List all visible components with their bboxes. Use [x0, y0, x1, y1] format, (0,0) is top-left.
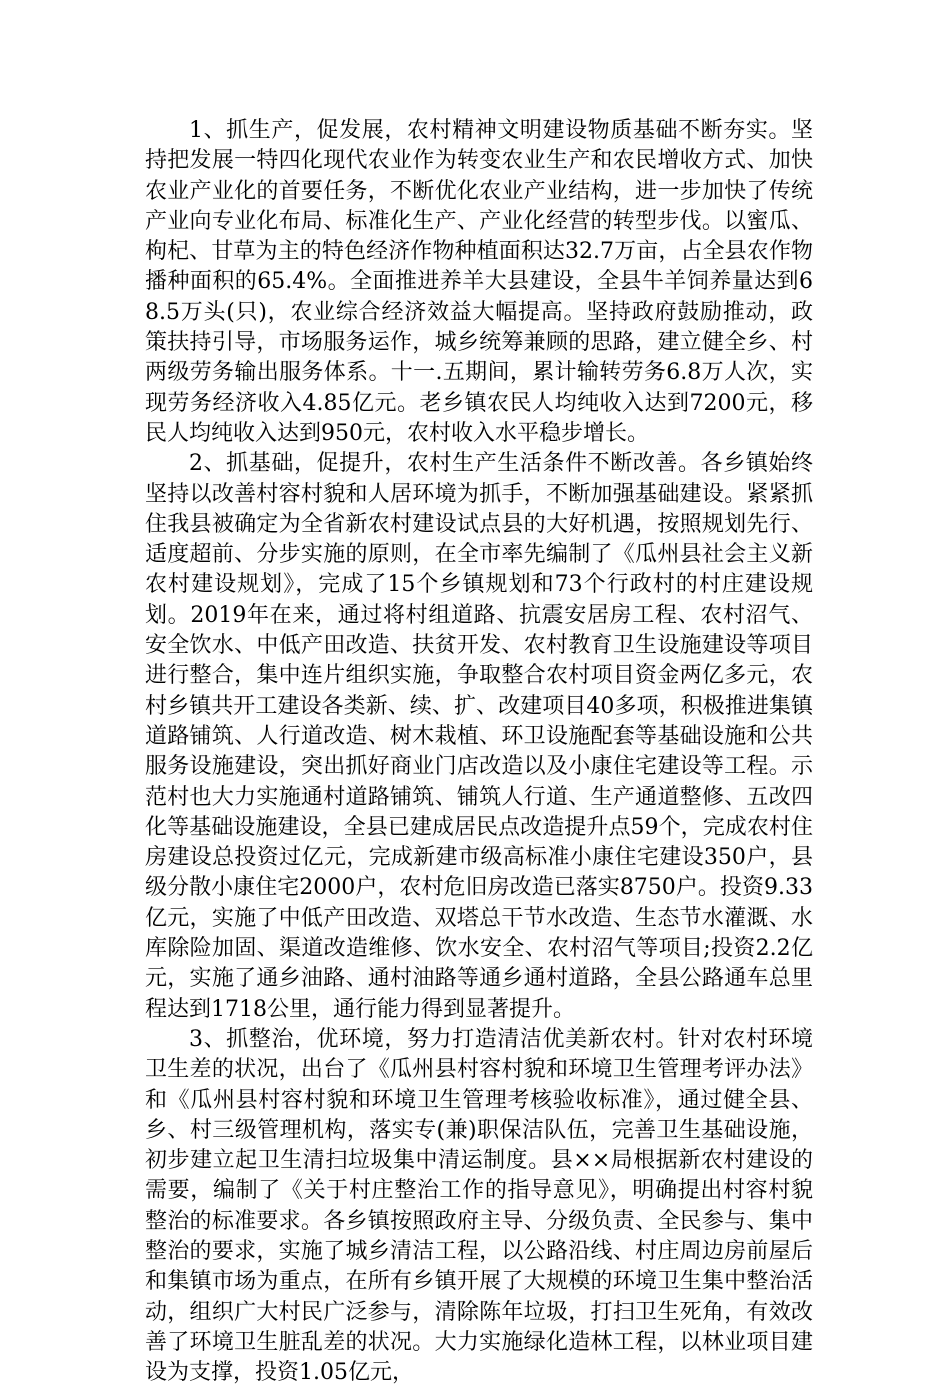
paragraph-environment: 3、抓整治，优环境，努力打造清洁优美新农村。针对农村环境卫生差的状况，出台了《瓜州县村容村貌和环境卫生管理考评办法》和《瓜州县村容村貌和环境卫生管理考核验收标准》，通过健全县、乡、村三级管理机构，落实专(兼)职保洁队伍，完善卫生基础设施，初步建立起卫生清扫垃圾集中清运制度。县××局根据新农村建设的需要，编制了《关于村庄整治工作的指导意见》，明确提出村容村貌整治的标准要求。各乡镇按照政府主导、分级负责、全民参与、集中整治的要求，实施了城乡清洁工程，以公路沿线、村庄周边房前屋后和集镇市场为重点，在所有乡镇开展了大规模的环境卫生集中整治活动，组织广大村民广泛参与，清除陈年垃圾，打扫卫生死角，有效改善了环境卫生脏乱差的状况。大力实施绿化造林工程，以林业项目建设为支撑，投资1.05亿元，	[145, 1026, 813, 1386]
document-body	[145, 116, 813, 1388]
paragraph-infrastructure: 2、抓基础，促提升，农村生产生活条件不断改善。各乡镇始终坚持以改善村容村貌和人居环境为抓手，不断加强基础建设。紧紧抓住我县被确定为全省新农村建设试点县的大好机遇，按照规划先行、适度超前、分步实施的原则，在全市率先编制了《瓜州县社会主义新农村建设规划》，完成了15个乡镇规划和73个行政村的村庄建设规划。2019年在来，通过将村组道路、抗震安居房工程、农村沼气、安全饮水、中低产田改造、扶贫开发、农村教育卫生设施建设等项目进行整合，集中连片组织实施，争取整合农村项目资金两亿多元，农村乡镇共开工建设各类新、续、扩、改建项目40多项，积极推进集镇道路铺筑、人行道改造、树木栽植、环卫设施配套等基础设施和公共服务设施建设，突出抓好商业门店改造以及小康住宅建设等工程。示范村也大力实施通村道路铺筑、铺筑人行道、生产通道整修、五改四化等基础设施建设，全县已建成居民点改造提升点59个，完成农村住房建设总投资过亿元，完成新建市级高标准小康住宅建设350户，县级分散小康住宅2000户，农村危旧房改造已落实8750户。投资9.33亿元，实施了中低产田改造、双塔总干节水改造、生态节水灌溉、水库除险加固、渠道改造维修、饮水安全、农村沼气等项目;投资2.2亿元，实施了通乡油路、通村油路等通乡通村道路，全县公路通车总里程达到1718公里，通行能力得到显著提升。	[145, 451, 813, 1022]
paragraph-production: 1、抓生产，促发展，农村精神文明建设物质基础不断夯实。坚持把发展一特四化现代农业作为转变农业生产和农民增收方式、加快农业产业化的首要任务，不断优化农业产业结构，进一步加快了传统产业向专业化布局、标准化生产、产业化经营的转型步伐。以蜜瓜、枸杞、甘草为主的特色经济作物种植面积达32.7万亩，占全县农作物播种面积的65.4%。全面推进养羊大县建设，全县牛羊饲养量达到68.5万头(只)，农业综合经济效益大幅提高。坚持政府鼓励推动，政策扶持引导，市场服务运作，城乡统筹兼顾的思路，建立健全乡、村两级劳务输出服务体系。十一.五期间，累计输转劳务6.8万人次，实现劳务经济收入4.85亿元。老乡镇农民人均纯收入达到7200元，移民人均纯收入达到950元，农村收入水平稳步增长。	[145, 118, 813, 446]
